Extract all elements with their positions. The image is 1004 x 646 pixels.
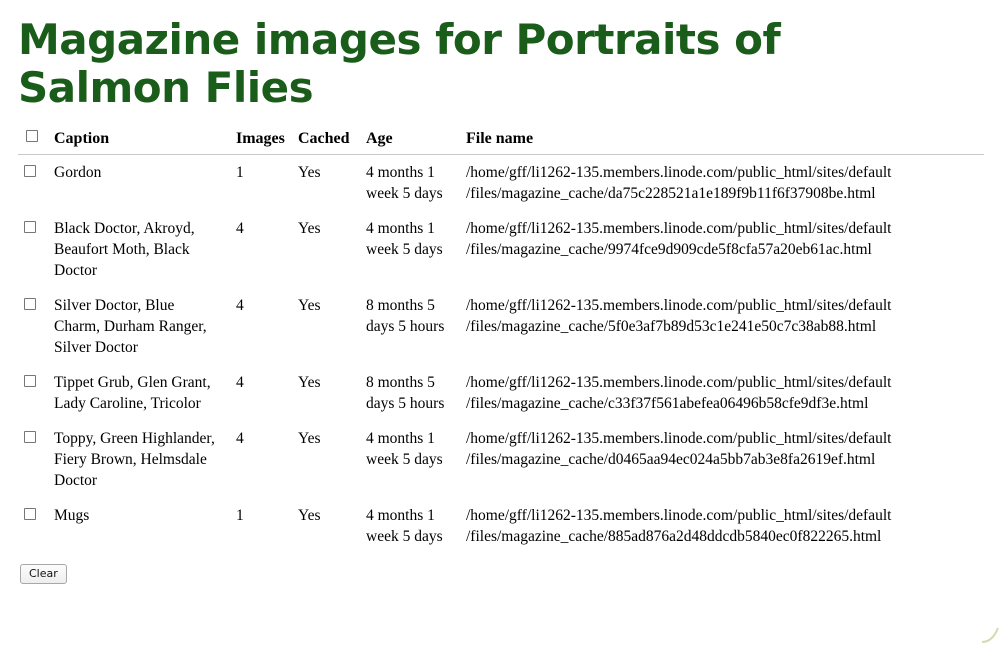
- file-name-line-1: /home/gff/li1262-135.members.linode.com/public_html/sites/default: [466, 220, 892, 237]
- file-name-line-1: /home/gff/li1262-135.members.linode.com/public_html/sites/default: [466, 297, 892, 314]
- cell-images: 1: [236, 164, 244, 181]
- cell-cached: Yes: [298, 374, 321, 391]
- cell-caption: Tippet Grub, Glen Grant, Lady Caroline, Tricolor: [54, 374, 211, 412]
- clear-button[interactable]: Clear: [20, 564, 67, 584]
- file-name-line-2: /files/magazine_cache/9974fce9d909cde5f8cfa57a20eb61ac.html: [466, 241, 872, 258]
- cell-images: 1: [236, 507, 244, 524]
- file-name-line-1: /home/gff/li1262-135.members.linode.com/public_html/sites/default: [466, 164, 892, 181]
- cell-file-name: [460, 155, 984, 212]
- cell-age: 4 months 1 week 5 days: [366, 220, 443, 258]
- column-header-cached: Cached: [292, 126, 360, 155]
- magazine-images-table: [18, 126, 984, 554]
- file-name-line-2: /files/magazine_cache/c33f37f561abefea06496b58cfe9df3e.html: [466, 395, 869, 412]
- file-name-line-1: /home/gff/li1262-135.members.linode.com/public_html/sites/default: [466, 430, 892, 447]
- table-row: [18, 155, 984, 212]
- column-header-file-name: File name: [460, 126, 984, 155]
- file-name-line-2: /files/magazine_cache/5f0e3af7b89d53c1e241e50c7c38ab88.html: [466, 318, 877, 335]
- row-select-cell[interactable]: [18, 498, 48, 554]
- row-select-cell[interactable]: [18, 421, 48, 498]
- row-checkbox[interactable]: [24, 375, 36, 387]
- cell-file-name: [460, 421, 984, 498]
- select-all-checkbox[interactable]: [26, 130, 38, 142]
- cell-age: 8 months 5 days 5 hours: [366, 297, 445, 335]
- cell-images: 4: [236, 430, 244, 447]
- cell-cached: Yes: [298, 297, 321, 314]
- table-header-row: [18, 126, 984, 155]
- select-all-header[interactable]: [18, 126, 48, 155]
- row-select-cell[interactable]: [18, 155, 48, 212]
- table-header: [18, 126, 984, 155]
- cell-age: 8 months 5 days 5 hours: [366, 374, 445, 412]
- cell-images: 4: [236, 297, 244, 314]
- row-checkbox[interactable]: [24, 508, 36, 520]
- cell-images: 4: [236, 220, 244, 237]
- cell-file-name: [460, 211, 984, 288]
- column-header-images: Images: [230, 126, 292, 155]
- table-row: [18, 421, 984, 498]
- table-row: [18, 288, 984, 365]
- cell-caption: Silver Doctor, Blue Charm, Durham Ranger, Silver Doctor: [54, 297, 207, 356]
- cell-images: 4: [236, 374, 244, 391]
- cell-age: 4 months 1 week 5 days: [366, 430, 443, 468]
- row-checkbox[interactable]: [24, 431, 36, 443]
- table-row: [18, 365, 984, 421]
- column-header-caption: Caption: [48, 126, 230, 155]
- cell-caption: Mugs: [54, 507, 90, 524]
- cell-cached: Yes: [298, 430, 321, 447]
- cell-cached: Yes: [298, 164, 321, 181]
- cell-file-name: [460, 365, 984, 421]
- file-name-line-2: /files/magazine_cache/da75c228521a1e189f9b11f6f37908be.html: [466, 185, 876, 202]
- table-body: [18, 155, 984, 555]
- resize-handle[interactable]: [980, 624, 1002, 644]
- cell-caption: Toppy, Green Highlander, Fiery Brown, Helmsdale Doctor: [54, 430, 215, 489]
- cell-caption: Black Doctor, Akroyd, Beaufort Moth, Black Doctor: [54, 220, 195, 279]
- row-select-cell[interactable]: [18, 365, 48, 421]
- cell-cached: Yes: [298, 507, 321, 524]
- row-select-cell[interactable]: [18, 288, 48, 365]
- cell-age: 4 months 1 week 5 days: [366, 164, 443, 202]
- file-name-line-1: /home/gff/li1262-135.members.linode.com/public_html/sites/default: [466, 507, 892, 524]
- cell-caption: Gordon: [54, 164, 102, 181]
- file-name-line-1: /home/gff/li1262-135.members.linode.com/public_html/sites/default: [466, 374, 892, 391]
- row-checkbox[interactable]: [24, 165, 36, 177]
- column-header-age: Age: [360, 126, 460, 155]
- row-checkbox[interactable]: [24, 221, 36, 233]
- table-row: [18, 211, 984, 288]
- file-name-line-2: /files/magazine_cache/d0465aa94ec024a5bb7ab3e8fa2619ef.html: [466, 451, 876, 468]
- cell-age: 4 months 1 week 5 days: [366, 507, 443, 545]
- page-title: Magazine images for Portraits of Salmon Flies: [18, 15, 781, 112]
- file-name-line-2: /files/magazine_cache/885ad876a2d48ddcdb5840ec0f822265.html: [466, 528, 882, 545]
- cell-cached: Yes: [298, 220, 321, 237]
- cell-file-name: [460, 498, 984, 554]
- cell-file-name: [460, 288, 984, 365]
- row-select-cell[interactable]: [18, 211, 48, 288]
- table-row: [18, 498, 984, 554]
- row-checkbox[interactable]: [24, 298, 36, 310]
